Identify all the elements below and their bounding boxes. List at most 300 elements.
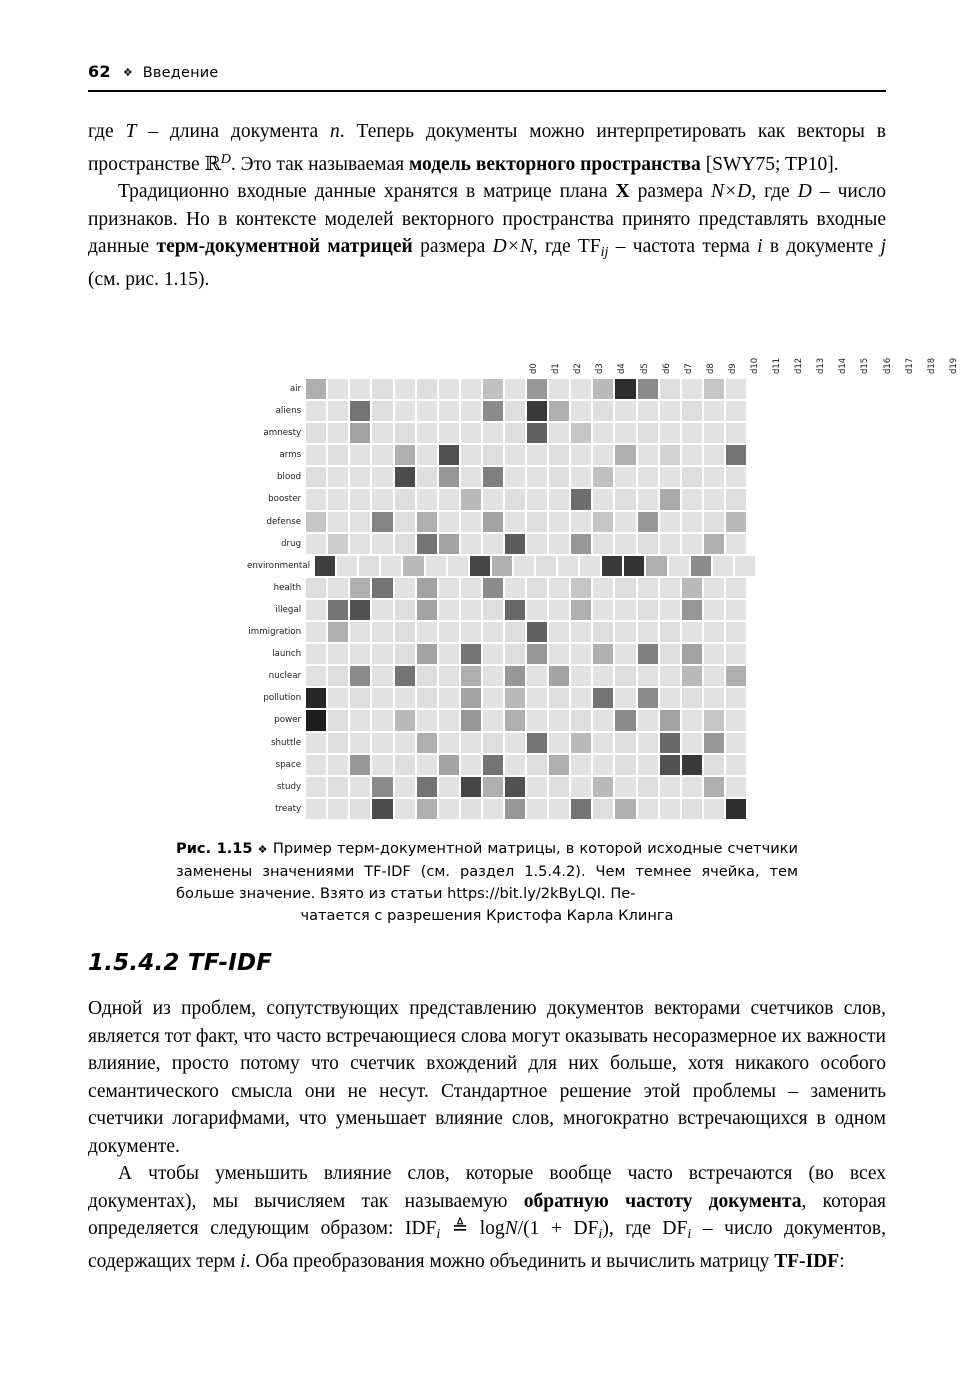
heatmap-cell: [504, 466, 526, 488]
heatmap-cell: [703, 599, 725, 621]
heatmap-cell: [637, 511, 659, 533]
heatmap-cell: [659, 577, 681, 599]
heatmap-row-label: power: [274, 715, 302, 726]
heatmap-cell: [460, 466, 482, 488]
intro-paragraphs: [88, 118, 886, 294]
caption-diamond-icon: ❖: [257, 843, 268, 856]
heatmap-cell: [548, 444, 570, 466]
heatmap-cell: [416, 798, 438, 820]
heatmap-cell: [570, 643, 592, 665]
heatmap-cell: [548, 422, 570, 444]
heatmap-cell: [371, 798, 393, 820]
heatmap-cell: [526, 599, 548, 621]
heatmap-cell: [438, 400, 460, 422]
heatmap-cell: [438, 422, 460, 444]
heatmap-cell: [659, 511, 681, 533]
heatmap-cell: [681, 798, 703, 820]
heatmap-cell: [703, 621, 725, 643]
heatmap-cell: [438, 709, 460, 731]
heatmap-cell: [416, 488, 438, 510]
heatmap-cell: [703, 378, 725, 400]
heatmap-cell: [416, 643, 438, 665]
heatmap-cell: [637, 466, 659, 488]
heatmap-cell: [526, 643, 548, 665]
heatmap-cell: [504, 709, 526, 731]
heatmap-col-label: d15: [860, 357, 871, 374]
heatmap-col-label: d3: [595, 363, 606, 374]
heatmap-cell: [725, 798, 747, 820]
heatmap-cell: [681, 444, 703, 466]
heatmap-col-label: d6: [661, 363, 672, 374]
heatmap-col-label: d2: [573, 363, 584, 374]
heatmap-cell: [614, 709, 636, 731]
heatmap-cell: [548, 732, 570, 754]
heatmap-cell: [482, 732, 504, 754]
heatmap-cell: [349, 422, 371, 444]
heatmap-cell: [614, 378, 636, 400]
heatmap-cell: [371, 776, 393, 798]
heatmap-cell: [614, 599, 636, 621]
heatmap-row: [247, 732, 747, 754]
heatmap-cell: [371, 754, 393, 776]
heatmap-cell: [438, 533, 460, 555]
heatmap-cell: [637, 754, 659, 776]
heatmap-cell: [725, 732, 747, 754]
heatmap-cell: [637, 776, 659, 798]
heatmap-cell: [592, 776, 614, 798]
heatmap-cell: [371, 511, 393, 533]
heatmap-cell: [349, 687, 371, 709]
heatmap-cell: [659, 798, 681, 820]
heatmap-col-label: d7: [683, 363, 694, 374]
heatmap-cell: [305, 776, 327, 798]
heatmap-cell: [557, 555, 579, 577]
heatmap-cell: [725, 378, 747, 400]
heatmap-col-label: d5: [639, 363, 650, 374]
heatmap-cell: [725, 422, 747, 444]
heatmap-cell: [305, 400, 327, 422]
heatmap-cell: [712, 555, 734, 577]
heatmap-cell: [327, 643, 349, 665]
heatmap-cell: [482, 511, 504, 533]
heatmap-cell: [570, 732, 592, 754]
heatmap-cell: [371, 599, 393, 621]
heatmap-cell: [725, 488, 747, 510]
heatmap-col-label: d10: [749, 357, 760, 374]
heatmap-row: [247, 776, 747, 798]
caption-text-last-line: чатается с разрешения Кристофа Карла Клинга: [300, 907, 674, 924]
heatmap-cell: [327, 577, 349, 599]
heatmap-cell: [681, 709, 703, 731]
heatmap-cell: [623, 555, 645, 577]
heatmap-cell: [371, 444, 393, 466]
heatmap-cell: [659, 754, 681, 776]
heatmap-col-label: d8: [705, 363, 716, 374]
heatmap-cell: [349, 754, 371, 776]
heatmap-cell: [570, 687, 592, 709]
heatmap-cell: [349, 621, 371, 643]
heatmap-cell: [504, 754, 526, 776]
diamond-icon: ❖: [122, 66, 133, 79]
heatmap-cell: [358, 555, 380, 577]
heatmap-cell: [681, 687, 703, 709]
heatmap-cell: [438, 511, 460, 533]
heatmap-cell: [592, 488, 614, 510]
heatmap-cell: [681, 754, 703, 776]
heatmap-cell: [614, 422, 636, 444]
heatmap-cell: [482, 533, 504, 555]
heatmap-cell: [526, 776, 548, 798]
heatmap-row-label: air: [289, 384, 302, 394]
heatmap-cell: [637, 422, 659, 444]
heatmap-cell: [504, 798, 526, 820]
heatmap-col-label: d19: [948, 357, 959, 374]
heatmap-cell: [504, 511, 526, 533]
heatmap-cell: [637, 665, 659, 687]
heatmap-row-label: booster: [268, 494, 302, 505]
heatmap-cell: [438, 488, 460, 510]
heatmap-row-label: launch: [272, 649, 302, 660]
heatmap-cell: [703, 400, 725, 422]
heatmap-cell: [614, 466, 636, 488]
heatmap-row: [247, 466, 747, 488]
heatmap-cell: [659, 400, 681, 422]
heatmap-cell: [659, 643, 681, 665]
heatmap-cell: [570, 533, 592, 555]
heatmap-cell: [305, 444, 327, 466]
heatmap-cell: [592, 621, 614, 643]
section-heading: 1.5.4.2 TF-IDF: [88, 950, 273, 976]
heatmap-cell: [526, 732, 548, 754]
heatmap-cell: [504, 488, 526, 510]
heatmap-cell: [681, 533, 703, 555]
heatmap-cell: [592, 754, 614, 776]
heatmap-cell: [637, 533, 659, 555]
heatmap-cell: [416, 687, 438, 709]
heatmap-cell: [460, 511, 482, 533]
heatmap-cell: [371, 621, 393, 643]
heatmap-cell: [482, 400, 504, 422]
heatmap-cell: [570, 466, 592, 488]
heatmap-cell: [394, 400, 416, 422]
heatmap-cell: [416, 732, 438, 754]
heatmap-cell: [482, 709, 504, 731]
heatmap-cell: [526, 466, 548, 488]
heatmap-row: [247, 709, 747, 731]
heatmap-cell: [482, 776, 504, 798]
heatmap-cell: [394, 798, 416, 820]
heatmap-cell: [416, 709, 438, 731]
heatmap-row: [247, 599, 747, 621]
heatmap-cell: [681, 643, 703, 665]
heatmap-cell: [371, 665, 393, 687]
heatmap-cell: [327, 511, 349, 533]
heatmap-cell: [460, 577, 482, 599]
heatmap-cell: [394, 687, 416, 709]
heatmap-cell: [327, 422, 349, 444]
heatmap-cell: [637, 732, 659, 754]
heatmap-cell: [570, 754, 592, 776]
heatmap-cell: [394, 577, 416, 599]
heatmap-cell: [349, 378, 371, 400]
heatmap-cell: [349, 511, 371, 533]
heatmap-cell: [416, 621, 438, 643]
heatmap-cell: [438, 798, 460, 820]
heatmap-cell: [305, 533, 327, 555]
heatmap-cell: [460, 378, 482, 400]
heatmap-cell: [460, 709, 482, 731]
heatmap-cell: [327, 665, 349, 687]
heatmap-cell: [526, 488, 548, 510]
heatmap-row-label: environmental: [247, 560, 311, 571]
heatmap-cell: [513, 555, 535, 577]
heatmap-cell: [460, 776, 482, 798]
heatmap-cell: [305, 488, 327, 510]
heatmap-cell: [548, 533, 570, 555]
heatmap-cell: [637, 621, 659, 643]
heatmap-row: [247, 488, 747, 510]
heatmap-cell: [681, 732, 703, 754]
heatmap-cell: [668, 555, 690, 577]
heatmap-cell: [438, 732, 460, 754]
heatmap-cell: [438, 665, 460, 687]
heatmap-cell: [637, 709, 659, 731]
heatmap-cell: [305, 378, 327, 400]
heatmap-cell: [482, 577, 504, 599]
heatmap-cell: [659, 488, 681, 510]
heatmap-cell: [482, 798, 504, 820]
heatmap-cell: [592, 599, 614, 621]
heatmap-cell: [416, 577, 438, 599]
heatmap-cell: [592, 687, 614, 709]
heatmap-cell: [305, 511, 327, 533]
heatmap-cell: [460, 599, 482, 621]
heatmap-cell: [305, 466, 327, 488]
heatmap-cell: [659, 776, 681, 798]
heatmap-row: [247, 555, 747, 577]
heatmap-cell: [349, 599, 371, 621]
heatmap-cell: [482, 643, 504, 665]
heatmap-cell: [725, 665, 747, 687]
heatmap-row-label: health: [273, 582, 302, 593]
heatmap-cell: [305, 798, 327, 820]
heatmap-cell: [460, 643, 482, 665]
heatmap-cell: [659, 422, 681, 444]
heatmap-cell: [460, 444, 482, 466]
heatmap-cell: [570, 621, 592, 643]
heatmap-cell: [659, 444, 681, 466]
heatmap-cell: [703, 754, 725, 776]
heatmap-cell: [327, 488, 349, 510]
heatmap-cell: [349, 533, 371, 555]
heatmap-cell: [703, 665, 725, 687]
heatmap-cell: [504, 687, 526, 709]
heatmap-cell: [394, 533, 416, 555]
heatmap-row: [247, 400, 747, 422]
heatmap-row-label: illegal: [275, 604, 302, 615]
heatmap-row-label: space: [275, 759, 302, 770]
heatmap-cell: [614, 488, 636, 510]
heatmap-row: [247, 798, 747, 820]
heatmap-cell: [504, 665, 526, 687]
heatmap-cell: [637, 488, 659, 510]
heatmap-cell: [570, 665, 592, 687]
heatmap-cell: [592, 444, 614, 466]
heatmap-cell: [482, 621, 504, 643]
heatmap-cell: [438, 466, 460, 488]
paragraph-1: где T – длина документа n. Теперь документы можно интерпретировать как векторы в пространстве ℝ$^D$. Это так называемая модель векторного пространства [SWY75; TP10].: [88, 121, 886, 175]
heatmap-cell: [371, 709, 393, 731]
heatmap-cell: [327, 400, 349, 422]
heatmap-cell: [637, 577, 659, 599]
heatmap-row-label: aliens: [275, 406, 302, 417]
heatmap-cell: [637, 687, 659, 709]
heatmap-cell: [460, 400, 482, 422]
heatmap-cell: [482, 444, 504, 466]
heatmap-cell: [703, 643, 725, 665]
heatmap-cell: [504, 400, 526, 422]
heatmap-cell: [725, 643, 747, 665]
heatmap-cell: [659, 466, 681, 488]
heatmap-cell: [438, 776, 460, 798]
heatmap-col-label: d13: [816, 357, 827, 374]
heatmap-cell: [327, 533, 349, 555]
heatmap-cell: [438, 621, 460, 643]
heatmap-cell: [504, 422, 526, 444]
heatmap-cell: [659, 732, 681, 754]
heatmap-cell: [548, 577, 570, 599]
heatmap-cell: [371, 378, 393, 400]
heatmap-cell: [349, 798, 371, 820]
heatmap-cell: [614, 732, 636, 754]
heatmap-cell: [526, 378, 548, 400]
heatmap-cell: [637, 400, 659, 422]
heatmap-cell: [703, 577, 725, 599]
heatmap-cell: [681, 599, 703, 621]
heatmap-cell: [416, 400, 438, 422]
heatmap-cell: [504, 533, 526, 555]
heatmap-cell: [349, 732, 371, 754]
heatmap-cell: [438, 643, 460, 665]
heatmap-cell: [703, 511, 725, 533]
heatmap-cell: [394, 732, 416, 754]
heatmap-cell: [659, 378, 681, 400]
heatmap-row-label: study: [277, 781, 302, 792]
heatmap-cell: [305, 577, 327, 599]
heatmap-cell: [425, 555, 447, 577]
heatmap-cell: [526, 665, 548, 687]
heatmap-cell: [681, 511, 703, 533]
heatmap-cell: [681, 400, 703, 422]
heatmap-cell: [637, 798, 659, 820]
heatmap-cell: [327, 599, 349, 621]
heatmap-cell: [548, 621, 570, 643]
heatmap-grid: [247, 378, 747, 820]
heatmap-cell: [725, 466, 747, 488]
heatmap-cell: [349, 665, 371, 687]
heatmap-cell: [349, 466, 371, 488]
heatmap-row: [247, 511, 747, 533]
heatmap-cell: [526, 621, 548, 643]
heatmap-cell: [659, 533, 681, 555]
heatmap-cell: [725, 400, 747, 422]
heatmap-cell: [548, 400, 570, 422]
heatmap-cell: [725, 533, 747, 555]
heatmap-cell: [637, 643, 659, 665]
heatmap-cell: [592, 400, 614, 422]
heatmap-cell: [394, 422, 416, 444]
heatmap-cell: [482, 687, 504, 709]
heatmap-cell: [327, 444, 349, 466]
heatmap-row: [247, 643, 747, 665]
heatmap-col-label: d1: [551, 363, 562, 374]
heatmap-cell: [725, 511, 747, 533]
heatmap-cell: [570, 378, 592, 400]
heatmap-row-label: immigration: [248, 627, 302, 638]
page-number: 62: [88, 62, 111, 81]
heatmap-cell: [371, 687, 393, 709]
heatmap-cell: [460, 533, 482, 555]
heatmap-cell: [349, 400, 371, 422]
heatmap-cell: [327, 754, 349, 776]
heatmap-cell: [305, 754, 327, 776]
heatmap-cell: [690, 555, 712, 577]
heatmap-cell: [327, 776, 349, 798]
heatmap-cell: [725, 754, 747, 776]
heatmap-cell: [349, 776, 371, 798]
heatmap-cell: [725, 599, 747, 621]
heatmap-cell: [526, 422, 548, 444]
heatmap-cell: [305, 732, 327, 754]
heatmap-cell: [703, 422, 725, 444]
heatmap-cell: [526, 798, 548, 820]
caption-label: Рис. 1.15: [176, 840, 253, 857]
heatmap-cell: [592, 511, 614, 533]
heatmap-cell: [725, 577, 747, 599]
heatmap-cell: [305, 665, 327, 687]
heatmap-row-label: treaty: [275, 803, 302, 814]
heatmap-cell: [548, 378, 570, 400]
heatmap-cell: [416, 665, 438, 687]
heatmap-cell: [570, 511, 592, 533]
heatmap-cell: [725, 776, 747, 798]
heatmap-cell: [371, 422, 393, 444]
running-head: [88, 62, 886, 81]
heatmap-cell: [327, 709, 349, 731]
heatmap-cell: [371, 732, 393, 754]
heatmap-cell: [725, 444, 747, 466]
heatmap-row: [247, 444, 747, 466]
heatmap-row: [247, 621, 747, 643]
heatmap-cell: [504, 378, 526, 400]
heatmap-cell: [460, 621, 482, 643]
heatmap-cell: [535, 555, 557, 577]
heatmap-col-label: d4: [617, 363, 628, 374]
tfidf-paragraphs: [88, 995, 886, 1276]
heatmap-cell: [703, 533, 725, 555]
heatmap-cell: [460, 665, 482, 687]
heatmap-col-label: d9: [727, 363, 738, 374]
heatmap-cell: [570, 776, 592, 798]
heatmap-cell: [416, 511, 438, 533]
heatmap-cell: [592, 466, 614, 488]
heatmap-cell: [416, 533, 438, 555]
heatmap-cell: [394, 621, 416, 643]
heatmap-cell: [681, 466, 703, 488]
heatmap-row: [247, 754, 747, 776]
heatmap-row: [247, 687, 747, 709]
heatmap-cell: [548, 488, 570, 510]
